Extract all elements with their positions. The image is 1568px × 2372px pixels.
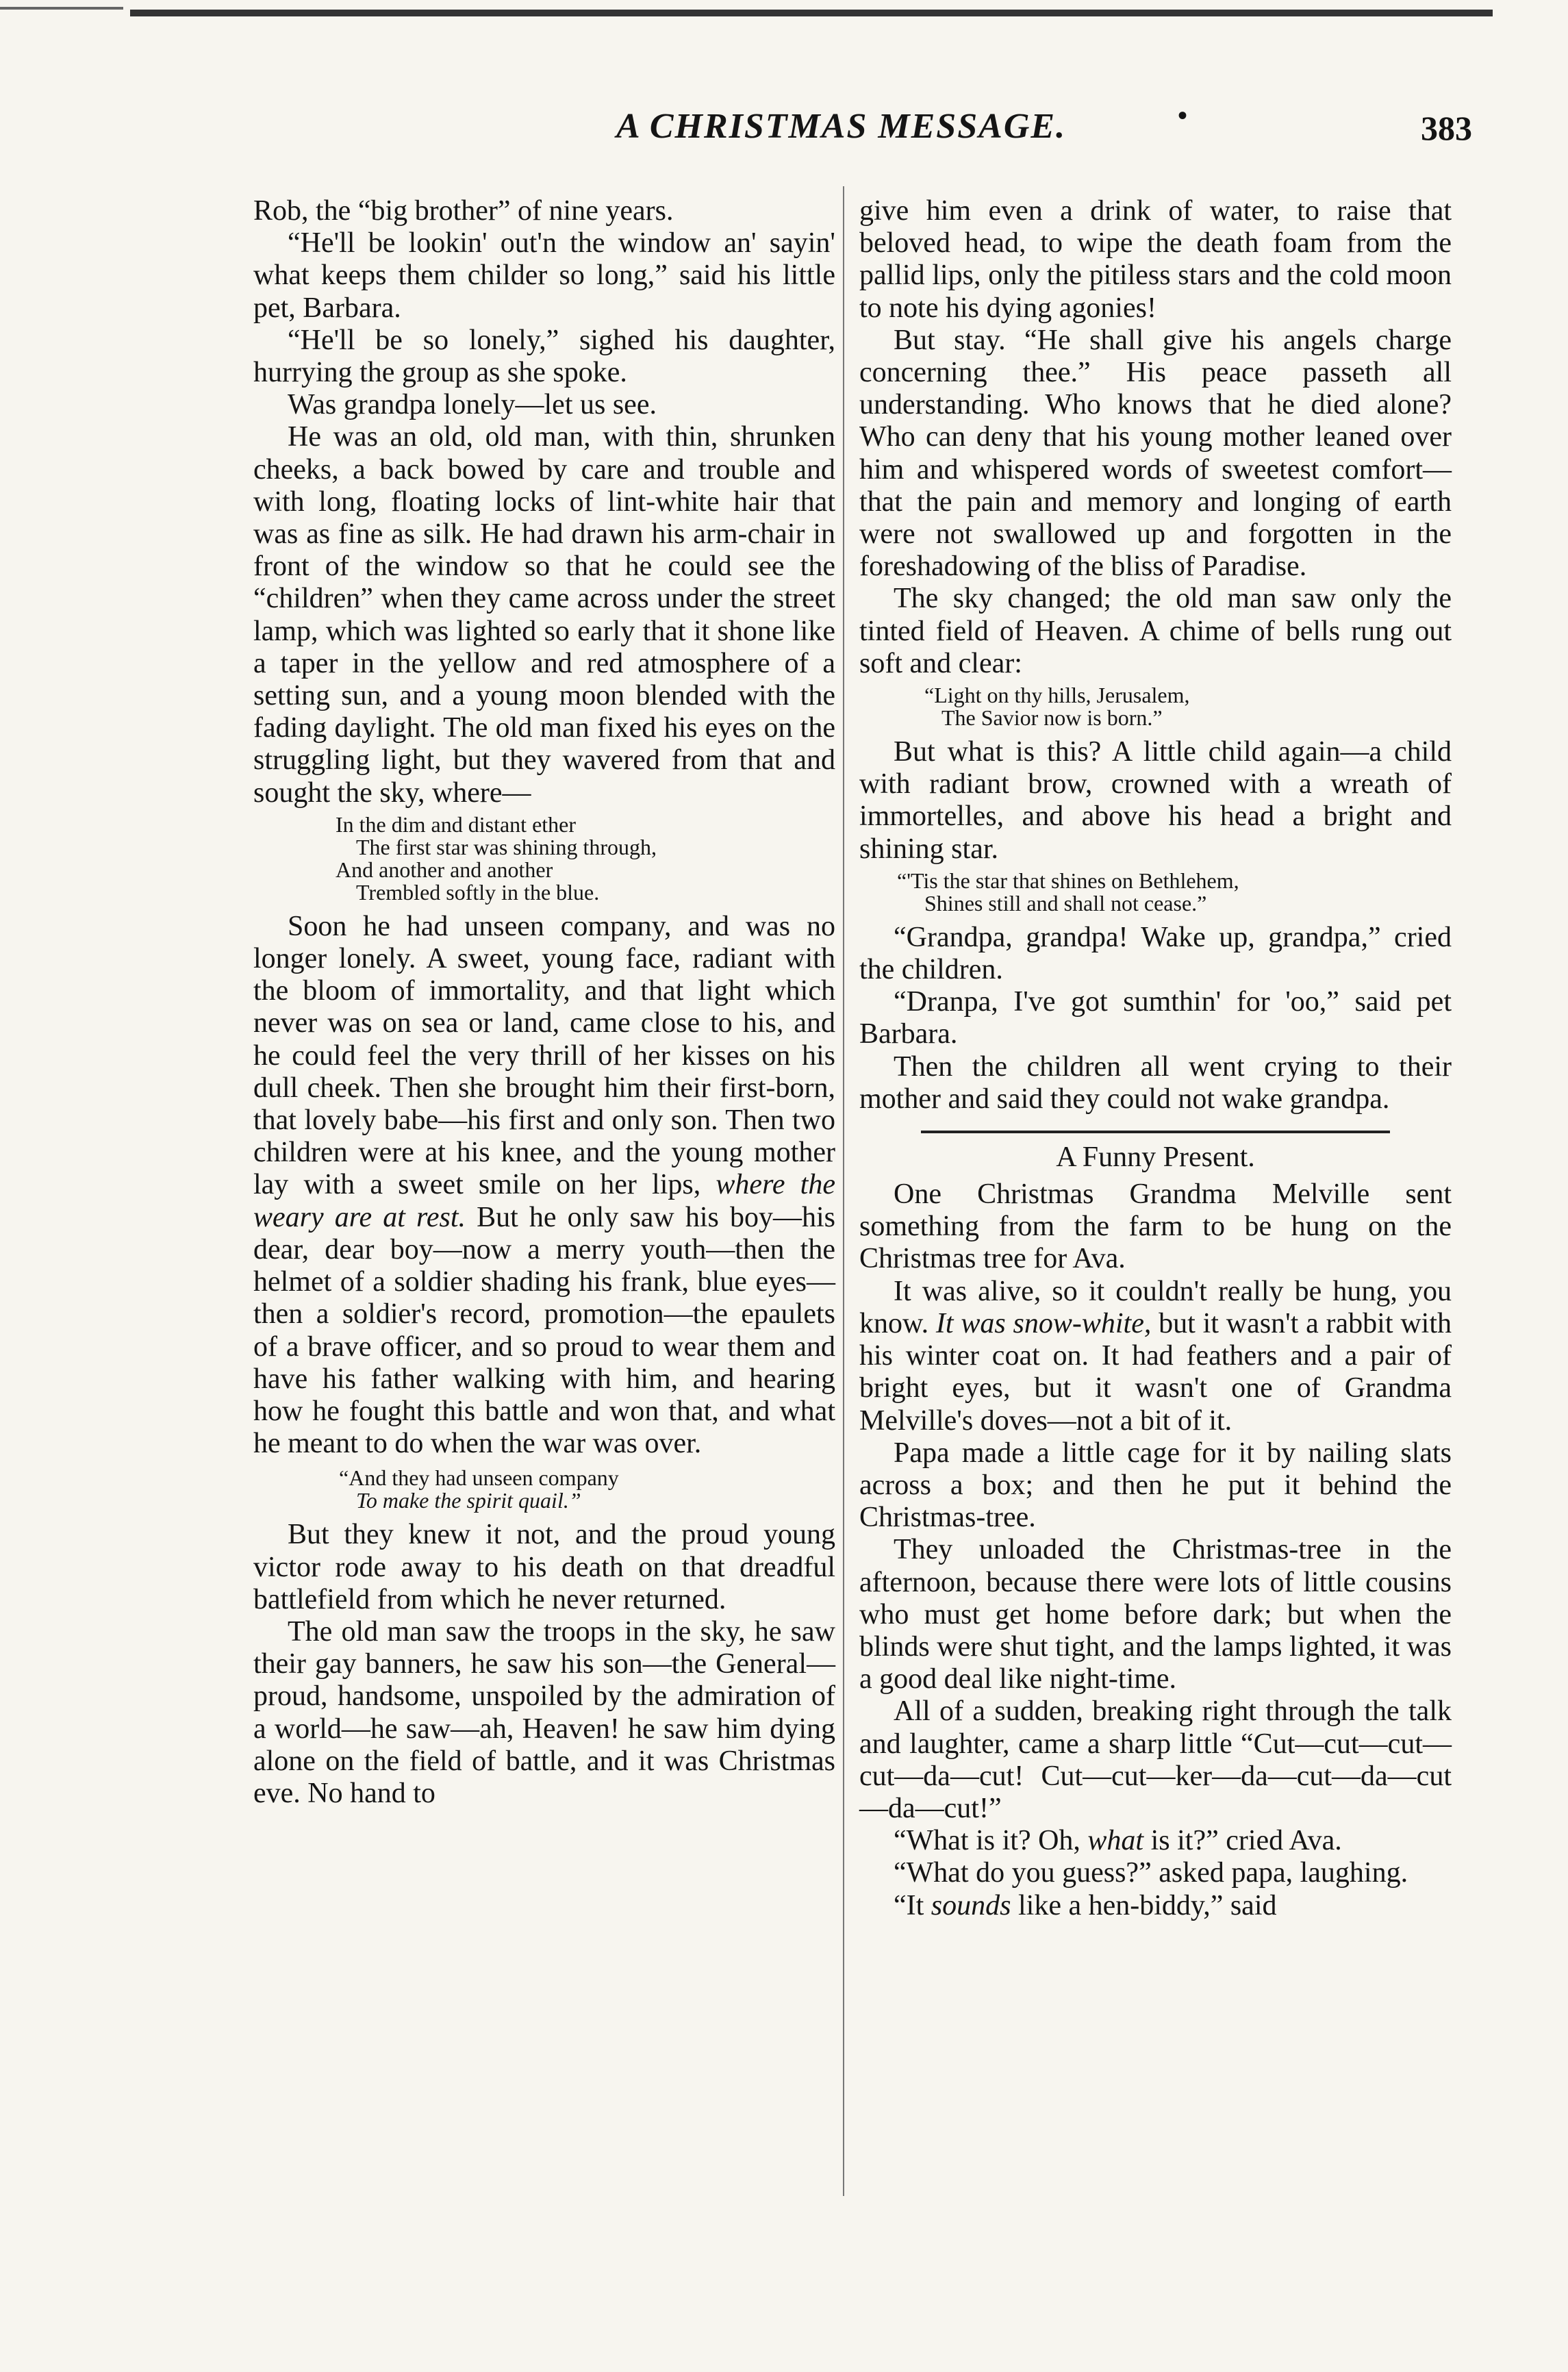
section-title: A Funny Present. bbox=[1056, 1141, 1255, 1174]
italic-text: what bbox=[1087, 1825, 1144, 1857]
poem-line: “'Tis the star that shines on Bethlehem, bbox=[897, 868, 1239, 893]
text-run: “What is it? Oh, bbox=[894, 1825, 1088, 1857]
text-run: but it wasn't a rabbit with his winter coat on. It had feathers and a pair of bright eyes, but it wasn't one of Grandma Melville's doves—not a bit of it. bbox=[859, 1307, 1452, 1437]
poem-line: To make the spirit quail.” bbox=[356, 1488, 581, 1513]
paragraph: They unloaded the Christmas-tree in the afternoon, because there were lots of little cousins who must get home before dark; but when the blinds were shut tight, and the lamps lighted, it was a good deal like night-time. bbox=[859, 1534, 1452, 1695]
paragraph: “Dranpa, I've got sumthin' for 'oo,” said pet Barbara. bbox=[859, 986, 1452, 1050]
poem-quote bbox=[859, 684, 1452, 729]
paragraph: give him even a drink of water, to raise that beloved head, to wipe the death foam from the pallid lips, only the pitiless stars and the cold moon to note his dying agonies! bbox=[859, 195, 1452, 324]
paragraph: The sky changed; the old man saw only the tinted field of Heaven. A chime of bells rung out soft and clear: bbox=[859, 583, 1452, 679]
poem-line: Shines still and shall not cease.” bbox=[924, 890, 1207, 916]
paragraph bbox=[859, 1276, 1452, 1437]
paragraph bbox=[859, 1825, 1452, 1857]
poem-line: The first star was shining through, bbox=[356, 834, 657, 859]
poem-line: “Light on thy hills, Jerusalem, bbox=[924, 683, 1190, 708]
paragraph: But they knew it not, and the proud young victor rode away to his death on that dreadful battlefield from which he never returned. bbox=[253, 1519, 835, 1615]
paragraph: Papa made a little cage for it by nailing slats across a box; and then he put it behind the Christmas-tree. bbox=[859, 1437, 1452, 1534]
paragraph: But what is this? A little child again—a child with radiant brow, crowned with a wreath of immortelles, and above his head a bright and shining star. bbox=[859, 736, 1452, 865]
paragraph: He was an old, old man, with thin, shrunken cheeks, a back bowed by care and trouble and with long, floating locks of lint-white hair that was as fine as silk. He had drawn his arm-chair in front of the window so that he could see the “children” when they came across under the street lamp, which was lighted so early that it shone like a taper in the yellow and red atmosphere of a setting sun, and a young moon blended with the fading daylight. The old man fixed his eyes on the struggling light, but they wavered from that and sought the sky, where— bbox=[253, 421, 835, 809]
poem-quote bbox=[859, 870, 1452, 915]
paragraph: Was grandpa lonely—let us see. bbox=[288, 389, 657, 421]
header-dot: • bbox=[1178, 100, 1188, 131]
paragraph: One Christmas Grandma Melville sent something from the farm to be hung on the Christmas tree for Ava. bbox=[859, 1178, 1452, 1275]
text-run: is it?” cried Ava. bbox=[1143, 1825, 1342, 1857]
paragraph: Then the children all went crying to their mother and said they could not wake grandpa. bbox=[859, 1050, 1452, 1115]
poem-line: Trembled softly in the blue. bbox=[356, 879, 600, 905]
paragraph: But stay. “He shall give his angels charge concerning thee.” His peace passeth all understanding. Who knows that he died alone? Who can deny that his young mother leaned over him and whispered words of sweetest comfort—that the pain and memory and longing of earth were not swallowed up and forgotten in the foreshadowing of the bliss of Paradise. bbox=[859, 324, 1452, 583]
poem-line: “And they had unseen company bbox=[339, 1465, 619, 1491]
running-header-title: A CHRISTMAS MESSAGE. bbox=[616, 107, 1067, 146]
paragraph: Rob, the “big brother” of nine years. bbox=[253, 195, 674, 227]
italic-text: sounds bbox=[931, 1889, 1011, 1921]
poem-line: In the dim and distant ether bbox=[336, 811, 577, 837]
right-column bbox=[859, 195, 1452, 1922]
column-divider bbox=[843, 186, 844, 2196]
paragraph: “What do you guess?” asked papa, laughing. bbox=[894, 1857, 1408, 1889]
top-edge-rule bbox=[0, 7, 123, 10]
paragraph: The old man saw the troops in the sky, he saw their gay banners, he saw his son—the General—proud, handsome, unspoiled by the admiration of a world—he saw—ah, Heaven! he saw him dying alone on the field of battle, and it was Christmas eve. No hand to bbox=[253, 1615, 835, 1809]
page-number: 383 bbox=[1421, 109, 1472, 147]
paragraph: “He'll be so lonely,” sighed his daughter, hurrying the group as she spoke. bbox=[253, 324, 835, 389]
section-divider-rule bbox=[921, 1131, 1390, 1133]
poem-line: The Savior now is born.” bbox=[941, 705, 1163, 731]
paragraph bbox=[253, 911, 835, 1460]
paragraph: “Grandpa, grandpa! Wake up, grandpa,” cried the children. bbox=[859, 921, 1452, 986]
text-run: Soon he had unseen company, and was no longer lonely. A sweet, young face, radiant with the bloom of immortality, and that light which never was on sea or land, came close to his, and he could feel the very thrill of her kisses on his dull cheek. Then she brought him their first-born, that lovely babe—his first and only son. Then two children were at his knee, and the young mother lay with a sweet smile on her lips, bbox=[253, 910, 835, 1201]
left-column bbox=[253, 195, 835, 1810]
italic-text: where the weary are at rest. bbox=[253, 1169, 835, 1233]
paragraph bbox=[859, 1890, 1452, 1922]
paragraph: All of a sudden, breaking right through the talk and laughter, came a sharp little “Cut—cut—cut—cut—da—cut! Cut—cut—ker—da—cut—da—cut—da—cut!” bbox=[859, 1695, 1452, 1824]
text-run: like a hen-biddy,” said bbox=[1011, 1889, 1277, 1921]
text-run: “It bbox=[894, 1889, 931, 1921]
poem-quote bbox=[253, 813, 835, 904]
text-run: But he only saw his boy—his dear, dear boy—now a merry youth—then the helmet of a soldier shading his frank, blue eyes—then a soldier's record, promotion—the epaulets of a brave officer, and so proud to wear them and have his father walking with him, and hearing how he fought this battle and won that, and what he meant to do when the war was over. bbox=[253, 1201, 835, 1460]
top-border-rule bbox=[130, 10, 1493, 16]
poem-quote bbox=[253, 1467, 835, 1512]
poem-line: And another and another bbox=[336, 857, 553, 882]
italic-text: It was snow-white, bbox=[935, 1307, 1152, 1339]
paragraph: “He'll be lookin' out'n the window an' sayin' what keeps them childer so long,” said his little pet, Barbara. bbox=[253, 227, 835, 324]
text-run: It was alive, so it couldn't really be hung, you know. bbox=[859, 1275, 1452, 1339]
